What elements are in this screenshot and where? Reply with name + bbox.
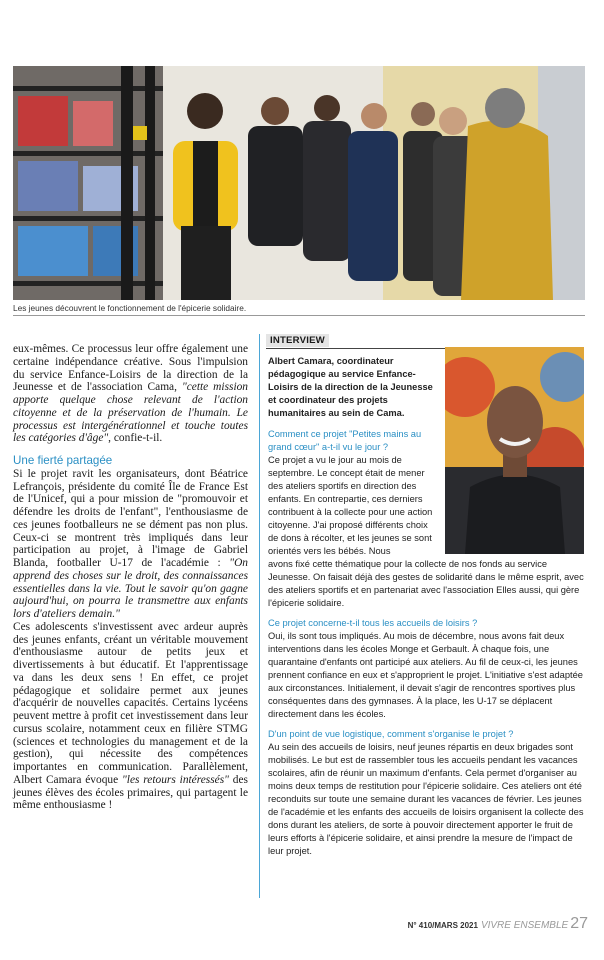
interviewee-role: coordinateur pédagogique au service Enfance-Loisirs de la direction de la Jeunesse et coordinateur des projets humanitaires au sein de Cama. [268, 356, 433, 418]
article-photo [13, 66, 585, 300]
quote-text: "les retours intéressés" [122, 773, 229, 786]
paragraph-text: , confie-t-il. [108, 432, 163, 445]
interview-question: Ce projet concerne-t-il tous les accueils de loisirs ? [268, 618, 478, 628]
photo-caption: Les jeunes découvrent le fonctionnement de l'épicerie solidaire. [13, 303, 247, 313]
paragraph-text: Si le projet ravit les organisateurs, dont Béatrice Lefrançois, présidente du comité Île de France Est de l'Unicef, qui a pour mission de "promouvoir et défendre les droits de l'enfant", l'enthousiasme de ces jeunes footballeurs ne se dément pas non plus. Ceux-ci se montrent très impliqués dans leur participation au projet, à l'image de Gabriel Blanda, footballer U-17 de l'académie : [13, 467, 248, 569]
issue-number: N° 410/MARS 2021 [407, 921, 478, 930]
interview-answer: Au sein des accueils de loisirs, neuf jeunes répartis en deux brigades sont mobilisés. Le but est de rassembler tous les accueils pendant les vacances scolaires, afin de réunir un maximum d'enfants. Cela permet d'organiser au moins deux temps de restitution pour l'épicerie solidaire. Ces ateliers ont été reconduits sur toute une semaine durant les vacances de février. Les jeunes de l'académie et les enfants des accueils de loisirs organisent la collecte des dons durant les ateliers, de sorte à pouvoir directement apporter le fruit de leurs efforts à l'épicerie solidaire, et ainsi prendre la mesure de l'impact de leur projet. [268, 742, 584, 856]
interviewee-name: Albert Camara, [268, 356, 335, 366]
interview-answer: avons fixé cette thématique pour la collecte de nos fonds au service Jeunesse. On faisait déjà des gestes de solidarité dans le même esprit, avec des ateliers sportifs et en partenariat avec l'association Elles aussi, qui gère l'épicerie solidaire. [268, 559, 584, 608]
interview-box [259, 334, 587, 898]
paragraph-text: Ces adolescents s'investissent avec ardeur auprès des jeunes enfants, créant un véritable mouvement d'enthousiasme autour de petits jeux et divertissements à but éducatif. Et l'apprentissage va dans les deux sens ! En effet, ce projet pédagogique et solidaire permet aux jeunes d'acquérir de nouvelles capacités. Certains lycéens peuvent mettre à profit cet investissement dans leur cursus scolaire, notamment ceux en filière STMG (sciences et technologies du management et de la gestion), qui nécessite des compétences importantes en communication. Parallèlement, Albert Camara évoque [13, 620, 248, 786]
magazine-name: VIVRE ENSEMBLE [480, 920, 569, 931]
page-number: 27 [570, 915, 588, 932]
interview-answer: Oui, ils sont tous impliqués. Au mois de décembre, nous avons fait deux interventions dans les écoles Monge et Gerbault. À chaque fois, une quarantaine d'enfants ont participé aux ateliers. Au fil de ceux-ci, les jeunes prennent confiance en eux et s'approprient le projet. L'initiative s'est adaptée aux circonstances. Initialement, il devait s'agir de rencontres sportives plus conséquentes dans des gymnases. À la place, les U-17 se déplacent directement dans les écoles. [268, 631, 583, 719]
interview-answer: Ce projet a vu le jour au mois de septembre. Le concept était de mener des ateliers sportifs en direction des enfants. En contrepartie, ces derniers contribuent à la collecte pour une action citoyenne. J'ai proposé différents choix de dons à récolter, et les jeunes se sont orientés vers les bébés. Nous [268, 455, 433, 556]
quote-text: "On apprend des choses sur le droit, des connaissances essentielles dans la vie. Tout le savoir qu'on gagne aujourd'hui, on pourra le transmettre aux enfants lors d'ateliers demain." [13, 557, 248, 620]
interview-tag: INTERVIEW [266, 334, 329, 347]
article-paragraph [13, 621, 248, 812]
interview-question: Comment ce projet "Petites mains au grand cœur" a-t-il vu le jour ? [268, 429, 422, 452]
quote-text: "cette mission apporte quelque chose relevant de l'action citoyenne et de la préservation de l'humain. Le processus est intergénérationnel et touche toutes les catégories d'âge" [13, 381, 248, 445]
interview-top-block [268, 355, 439, 558]
article-paragraph [13, 468, 248, 621]
paragraph-text: des jeunes élèves des écoles primaires, qui partagent le même enthousiasme ! [13, 773, 248, 812]
interview-text [268, 355, 584, 858]
photo-illustration [13, 66, 585, 300]
article-left-column [13, 343, 248, 812]
interview-intro [268, 355, 439, 420]
paragraph-text: eux-mêmes. Ce processus leur offre également une certaine indépendance créative. Sous l'impulsion du service Enfance-Loisirs de la direction de la Jeunesse et de l'association Cama, [13, 343, 248, 394]
article-paragraph [13, 343, 248, 445]
section-subheading: Une fierté partagée [13, 454, 113, 467]
caption-divider [13, 315, 585, 316]
interview-question: D'un point de vue logistique, comment s'organise le projet ? [268, 729, 514, 739]
page-footer [408, 915, 588, 933]
